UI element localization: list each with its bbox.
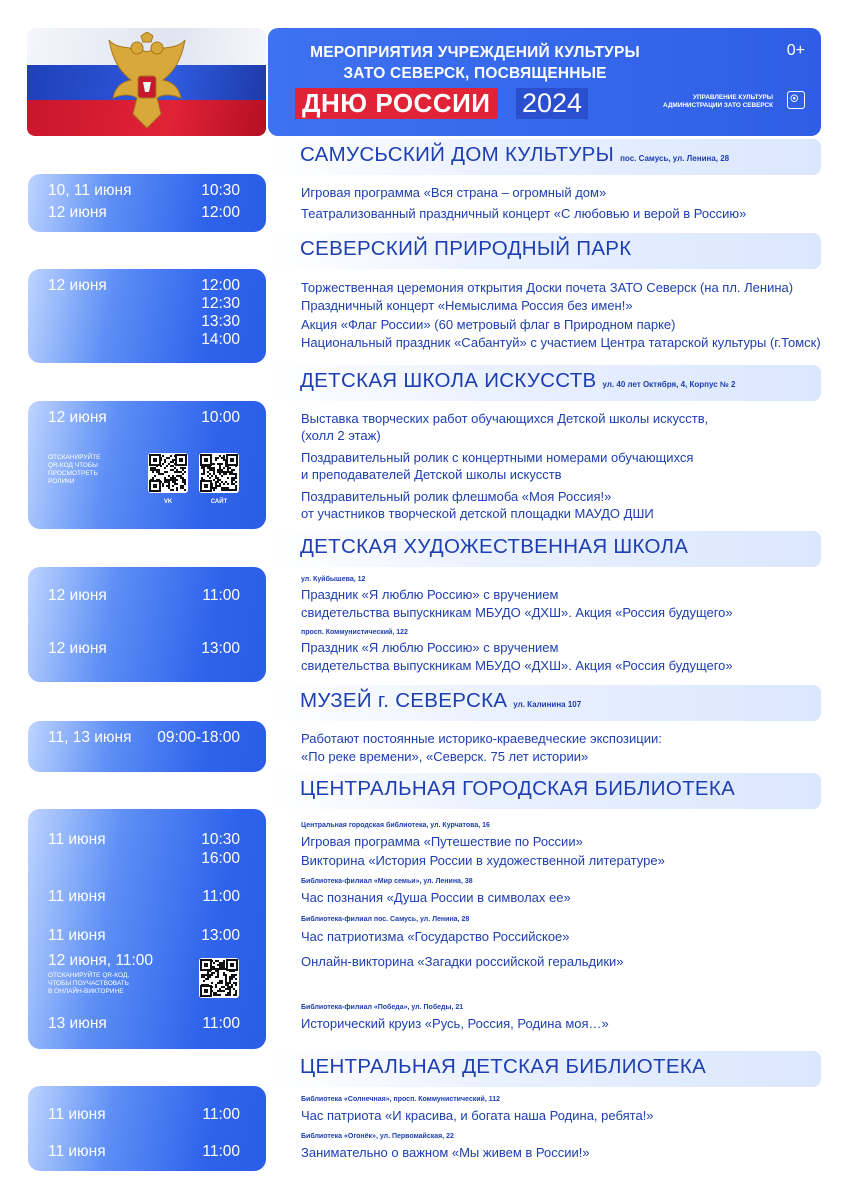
event-time: 11:00 xyxy=(202,888,240,905)
event-date: 12 июня xyxy=(48,587,107,604)
event-date: 10, 11 июня xyxy=(48,182,132,199)
section-banner-museum xyxy=(268,685,821,721)
event-location: ул. Куйбышева, 12 xyxy=(301,576,366,583)
event-title: Викторина «История России в художественной литературе» xyxy=(301,853,665,868)
date-card-park xyxy=(28,269,266,363)
event-title: Акция «Флаг России» (60 метровый флаг в Природном парке) xyxy=(301,317,676,332)
event-title: Игровая программа «Путешествие по России» xyxy=(301,834,583,849)
section-banner-dhsh xyxy=(268,531,821,567)
section-banner-park xyxy=(268,233,821,269)
event-time: 14:00 xyxy=(201,331,240,348)
section-title-cdb: ЦЕНТРАЛЬНАЯ ДЕТСКАЯ БИБЛИОТЕКА xyxy=(300,1055,707,1078)
event-title: Час патриотизма «Государство Российское» xyxy=(301,929,570,944)
section-title-museum: МУЗЕЙ г. СЕВЕРСКА xyxy=(300,689,508,712)
event-time: 12:00 xyxy=(201,277,240,294)
event-title: Выставка творческих работ обучающихся Детской школы искусств, xyxy=(301,411,709,426)
event-time: 13:30 xyxy=(201,313,240,330)
event-time: 12:30 xyxy=(201,295,240,312)
event-time: 09:00-18:00 xyxy=(157,729,240,746)
qr-code-vk[interactable] xyxy=(148,453,188,493)
date-card-museum xyxy=(28,721,266,772)
event-title: Торжественная церемония открытия Доски почета ЗАТО Северск (на пл. Ленина) xyxy=(301,280,794,295)
event-time: 13:00 xyxy=(201,640,240,657)
org-line2: АДМИНИСТРАЦИИ ЗАТО СЕВЕРСК xyxy=(663,102,773,109)
event-title: от участников творческой детской площадки МАУДО ДШИ xyxy=(301,506,654,521)
section-address-samus: пос. Самусь, ул. Ленина, 28 xyxy=(620,154,730,163)
header-banner xyxy=(268,28,821,136)
date-card-samus xyxy=(28,174,266,232)
qr-instruction xyxy=(48,454,101,486)
event-title: Праздник «Я люблю Россию» с вручением xyxy=(301,640,559,655)
event-date: 13 июня xyxy=(48,1015,107,1032)
event-title: свидетельства выпускникам МБУДО «ДХШ». Акция «Россия будущего» xyxy=(301,605,733,620)
event-location: Библиотека-филиал «Мир семьи», ул. Ленина, 38 xyxy=(301,878,473,885)
event-date: 11 июня xyxy=(48,1106,106,1123)
event-date: 12 июня xyxy=(48,409,107,426)
date-card-cdb xyxy=(28,1086,266,1171)
event-date: 12 июня, 11:00 xyxy=(48,952,154,969)
event-location: Библиотека «Огонёк», ул. Первомайская, 22 xyxy=(301,1133,454,1140)
event-location: просп. Коммунистический, 122 xyxy=(301,629,408,636)
qr-instruction-line: ЧТОБЫ ПОУЧАСТВОВАТЬ xyxy=(48,980,129,987)
header-title-line2: ЗАТО СЕВЕРСК, ПОСВЯЩЕННЫЕ xyxy=(343,65,607,82)
section-banner-dshi xyxy=(268,365,821,401)
qr-code-site[interactable] xyxy=(199,453,239,493)
event-title: Исторический круиз «Русь, Россия, Родина моя…» xyxy=(301,1016,609,1031)
age-rating: 0+ xyxy=(786,42,805,59)
event-title: свидетельства выпускникам МБУДО «ДХШ». Акция «Россия будущего» xyxy=(301,658,733,673)
event-title: и преподавателей Детской школы искусств xyxy=(301,467,562,482)
event-title: (холл 2 этаж) xyxy=(301,428,381,443)
org-line1: УПРАВЛЕНИЕ КУЛЬТУРЫ xyxy=(693,94,773,101)
header-title-line1: МЕРОПРИЯТИЯ УЧРЕЖДЕНИЙ КУЛЬТУРЫ xyxy=(310,44,640,61)
event-date: 11, 13 июня xyxy=(48,729,132,746)
event-time: 13:00 xyxy=(201,927,240,944)
event-date: 12 июня xyxy=(48,640,107,657)
header-highlight: ДНЮ РОССИИ xyxy=(295,88,498,119)
qr-label-vk: VK xyxy=(163,499,173,505)
event-location: Центральная городская библиотека, ул. Курчатова, 16 xyxy=(301,822,490,829)
section-address-museum: ул. Калинина 107 xyxy=(513,700,582,709)
section-title-dhsh: ДЕТСКАЯ ХУДОЖЕСТВЕННАЯ ШКОЛА xyxy=(300,535,689,558)
event-title: Час патриота «И красива, и богата наша Родина, ребята!» xyxy=(301,1108,654,1123)
event-time: 16:00 xyxy=(201,850,240,867)
event-time: 12:00 xyxy=(201,204,240,221)
qr-instruction-line: В ОНЛАЙН-ВИКТОРИНЕ xyxy=(48,988,124,995)
event-title: Работают постоянные историко-краеведческие экспозиции: xyxy=(301,731,662,746)
event-title: Поздравительный ролик флешмоба «Моя Россия!» xyxy=(301,489,612,504)
event-title: Национальный праздник «Сабантуй» с участием Центра татарской культуры (г.Томск) xyxy=(301,335,821,350)
organization-logo-icon xyxy=(787,91,805,109)
date-card-cgb xyxy=(28,809,266,1049)
coat-of-arms-icon xyxy=(103,32,191,132)
event-time: 11:00 xyxy=(202,1106,240,1123)
section-title-samus: САМУСЬСКИЙ ДОМ КУЛЬТУРЫ xyxy=(300,143,615,166)
date-card-dshi xyxy=(28,401,266,529)
date-card-dhsh xyxy=(28,567,266,682)
qr-instruction-line: РОЛИКИ xyxy=(48,478,75,485)
event-location: Библиотека-филиал «Победа», ул. Победы, 21 xyxy=(301,1004,464,1011)
event-title: Поздравительный ролик с концертными номерами обучающихся xyxy=(301,450,694,465)
section-title-cgb: ЦЕНТРАЛЬНАЯ ГОРОДСКАЯ БИБЛИОТЕКА xyxy=(300,777,736,800)
header-title xyxy=(300,42,650,84)
event-date: 11 июня xyxy=(48,927,106,944)
event-time: 10:00 xyxy=(201,409,240,426)
header-year: 2024 xyxy=(516,88,588,119)
qr-code-quiz[interactable] xyxy=(199,958,239,998)
section-banner-cgb xyxy=(268,773,821,809)
section-banner-cdb xyxy=(268,1051,821,1087)
event-time: 11:00 xyxy=(202,1015,240,1032)
event-location: Библиотека «Солнечная», просп. Коммунистический, 112 xyxy=(301,1096,501,1103)
event-title: Час познания «Душа России в символах ее» xyxy=(301,890,571,905)
qr-instruction-line: QR-КОД ЧТОБЫ xyxy=(48,462,98,469)
qr-instruction-line: ПРОСМОТРЕТЬ xyxy=(48,470,98,477)
event-date: 11 июня xyxy=(48,831,106,848)
event-date: 11 июня xyxy=(48,1143,106,1160)
event-date: 12 июня xyxy=(48,277,107,294)
event-time: 10:30 xyxy=(201,831,240,848)
qr-instruction-line: ОТСКАНИРУЙТЕ xyxy=(48,454,101,461)
event-title: Театрализованный праздничный концерт «С любовью и верой в Россию» xyxy=(301,206,747,221)
event-date: 11 июня xyxy=(48,888,106,905)
event-date: 12 июня xyxy=(48,204,107,221)
event-title: «По реке времени», «Северск. 75 лет истории» xyxy=(301,749,589,764)
section-address-dshi: ул. 40 лет Октября, 4, Корпус № 2 xyxy=(602,380,736,389)
event-title: Праздник «Я люблю Россию» с вручением xyxy=(301,587,559,602)
event-time: 10:30 xyxy=(201,182,240,199)
event-time: 11:00 xyxy=(202,1143,240,1160)
section-title-park: СЕВЕРСКИЙ ПРИРОДНЫЙ ПАРК xyxy=(300,237,632,260)
section-banner-samus xyxy=(268,139,821,175)
event-title: Игровая программа «Вся страна – огромный дом» xyxy=(301,185,607,200)
qr-instruction xyxy=(48,972,129,996)
russian-flag-image xyxy=(27,28,266,136)
event-title: Праздничный концерт «Немыслима Россия без имен!» xyxy=(301,298,633,313)
event-title: Онлайн-викторина «Загадки российской геральдики» xyxy=(301,954,624,969)
event-title: Занимательно о важном «Мы живем в России!» xyxy=(301,1145,590,1160)
qr-label-site: САЙТ xyxy=(210,499,228,505)
event-location: Библиотека-филиал пос. Самусь, ул. Ленина, 28 xyxy=(301,916,470,923)
event-time: 11:00 xyxy=(202,587,240,604)
organization-name xyxy=(663,94,773,110)
qr-instruction-line: ОТСКАНИРУЙТЕ QR-КОД, xyxy=(48,972,130,979)
section-title-dshi: ДЕТСКАЯ ШКОЛА ИСКУССТВ xyxy=(300,369,597,392)
